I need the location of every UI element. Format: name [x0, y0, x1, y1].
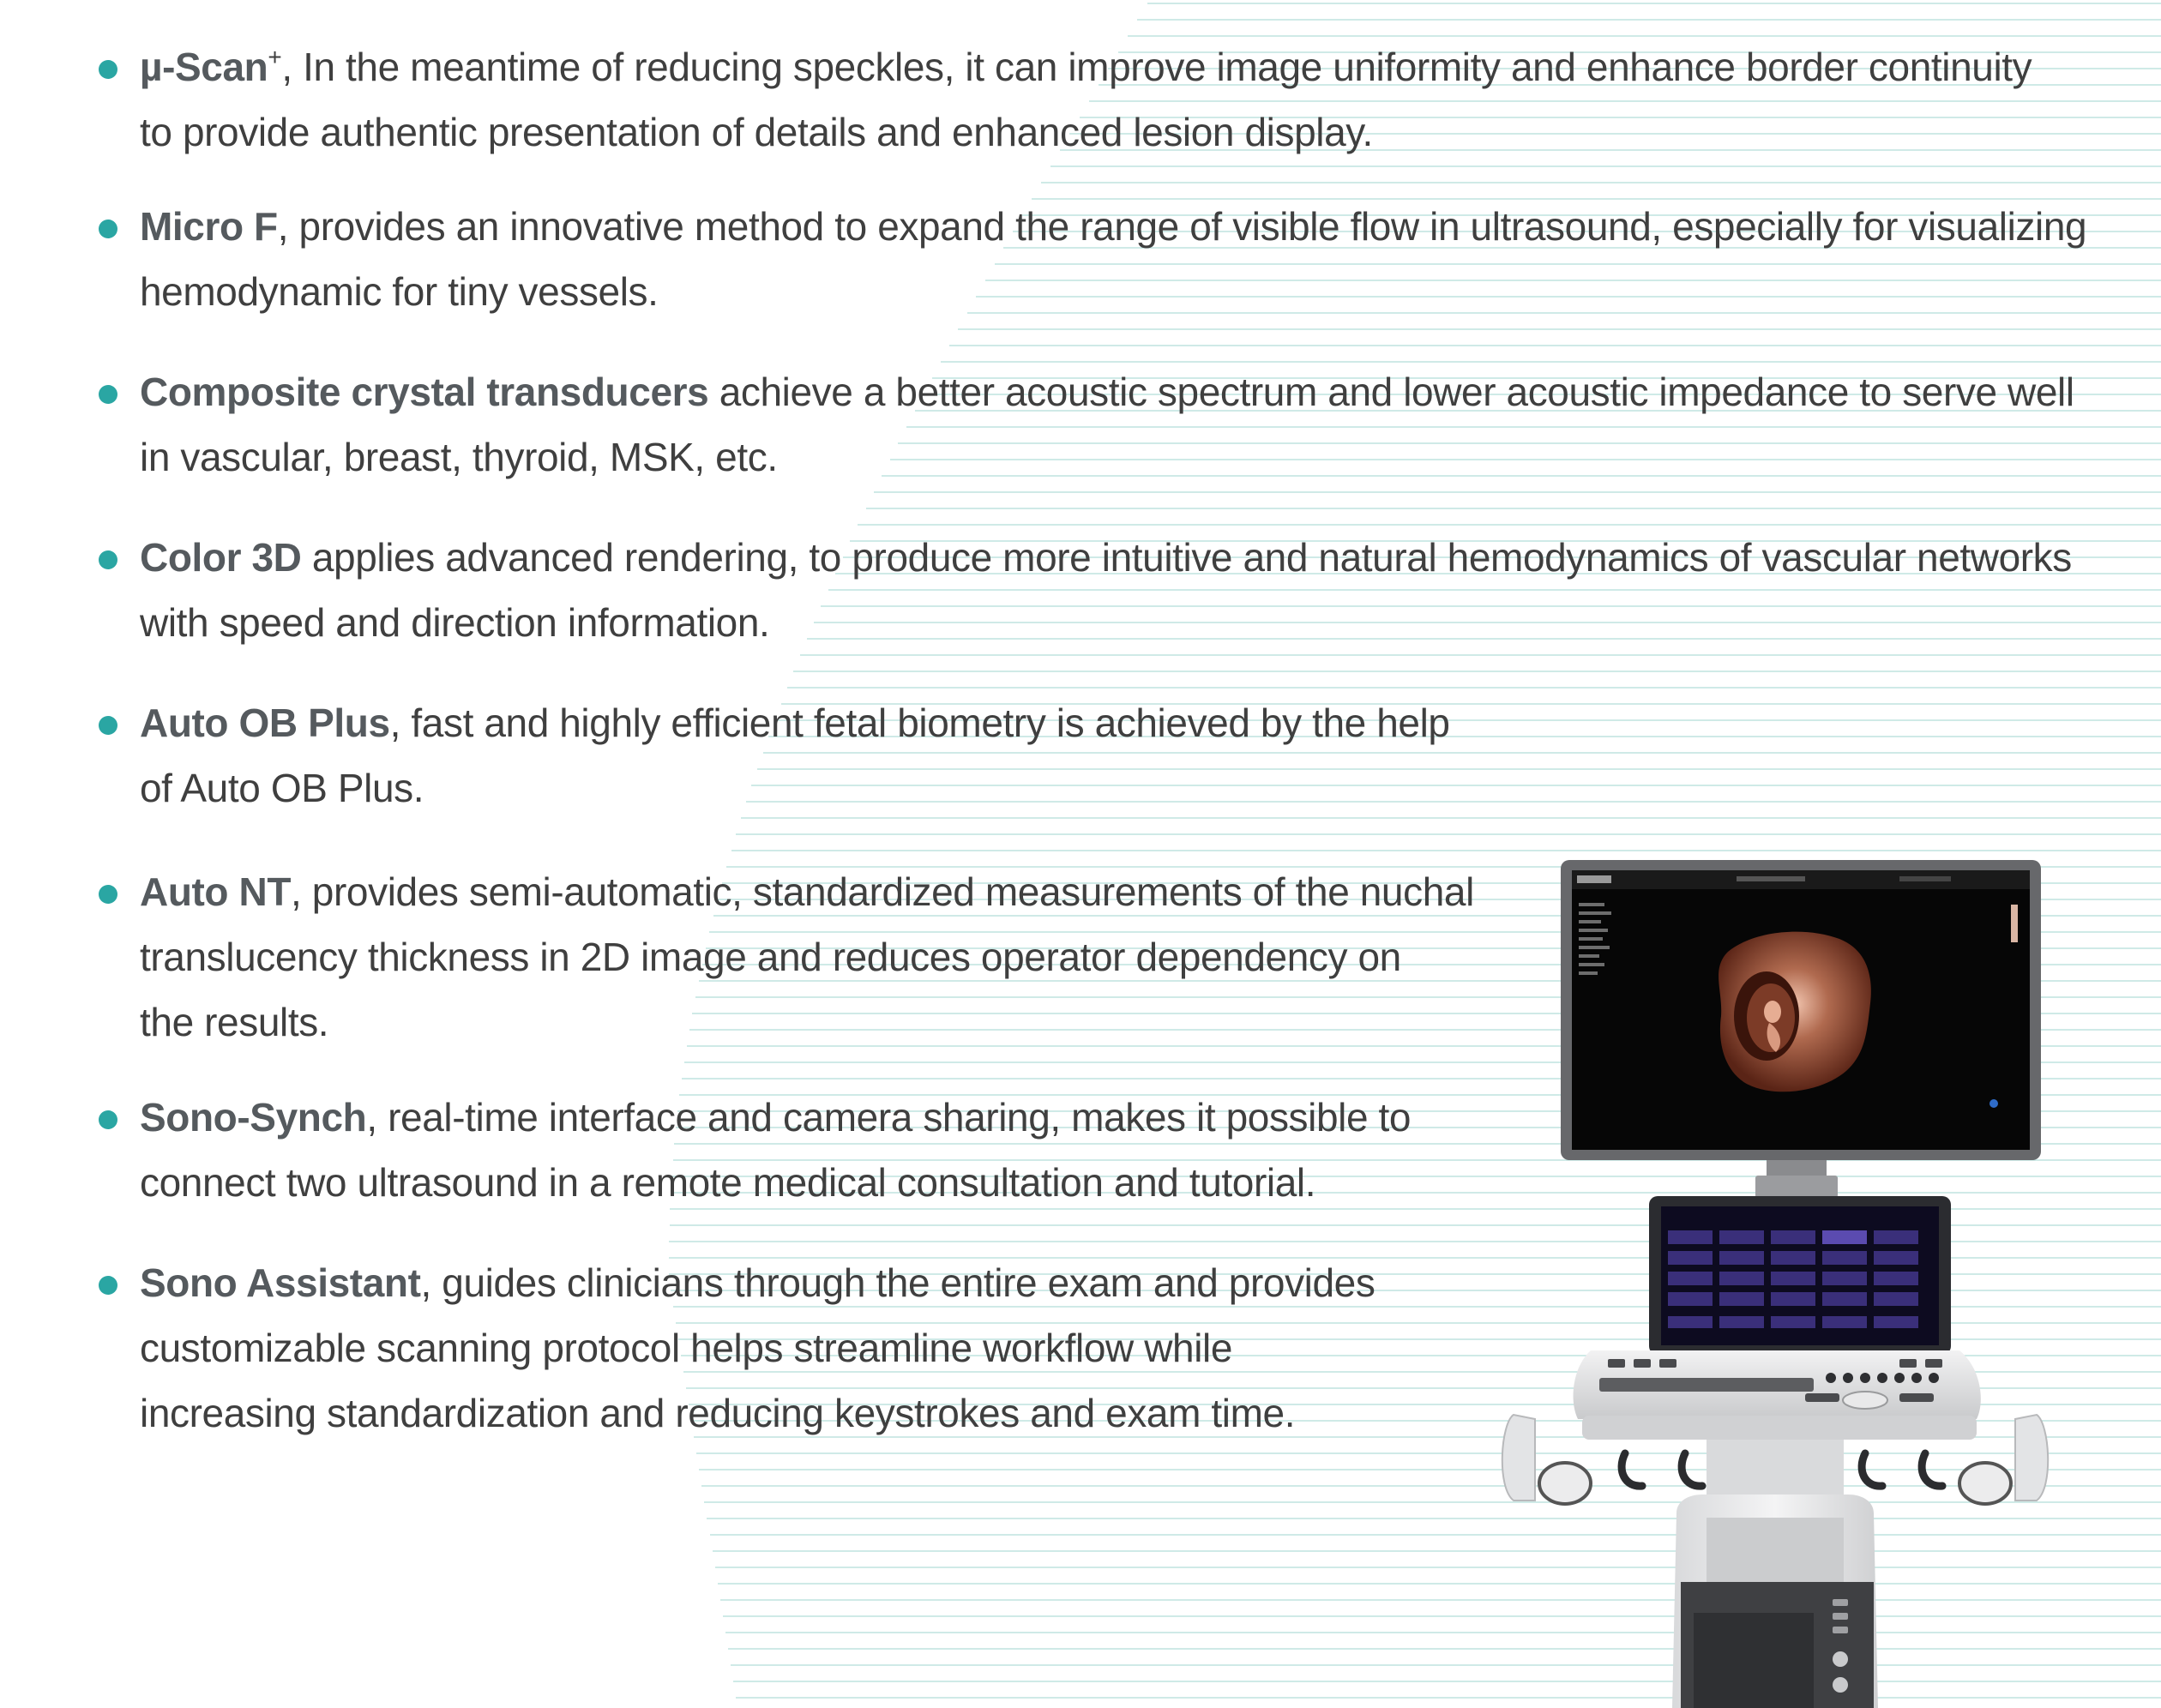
- feature-desc-line: applies advanced rendering, to produce more intuitive and natural hemodynamics of vascular networks: [301, 535, 2072, 580]
- bullet-icon: [99, 385, 117, 404]
- bullet-icon: [99, 550, 117, 569]
- feature-desc-line: , provides an innovative method to expand the range of visible flow in ultrasound, especially for visualizing: [277, 204, 2087, 249]
- feature-term: Auto NT: [140, 869, 292, 914]
- feature-text: [140, 525, 2072, 655]
- bullet-icon: [99, 60, 117, 79]
- feature-text: [140, 690, 1450, 821]
- bullet-icon: [99, 885, 117, 904]
- feature-desc-line: the results.: [140, 1000, 329, 1044]
- feature-desc-line: hemodynamic for tiny vessels.: [140, 269, 659, 314]
- feature-desc-line: in vascular, breast, thyroid, MSK, etc.: [140, 435, 778, 479]
- bullet-icon: [99, 220, 117, 238]
- feature-term: µ-Scan: [140, 45, 268, 89]
- feature-desc-line: , In the meantime of reducing speckles, it can improve image uniformity and enhance border continuity: [281, 45, 2032, 89]
- feature-text: [140, 1250, 1375, 1446]
- feature-term: Auto OB Plus: [140, 701, 390, 745]
- feature-desc-line: customizable scanning protocol helps streamline workflow while: [140, 1326, 1233, 1370]
- bullet-icon: [99, 1110, 117, 1129]
- feature-desc-line: connect two ultrasound in a remote medical consultation and tutorial.: [140, 1160, 1316, 1205]
- feature-desc-line: translucency thickness in 2D image and reduces operator dependency on: [140, 935, 1401, 979]
- feature-desc-line: , guides clinicians through the entire exam and provides: [420, 1260, 1375, 1305]
- feature-text: [140, 359, 2074, 490]
- feature-desc-line: , provides semi-automatic, standardized measurements of the nuchal: [291, 869, 1474, 914]
- feature-desc-line: achieve a better acoustic spectrum and lower acoustic impedance to serve well: [708, 370, 2074, 414]
- feature-desc-line: of Auto OB Plus.: [140, 766, 424, 810]
- bullet-icon: [99, 716, 117, 735]
- feature-desc-line: , fast and highly efficient fetal biometry is achieved by the help: [389, 701, 1450, 745]
- feature-text: [140, 34, 2032, 165]
- feature-desc-line: , real-time interface and camera sharing, makes it possible to: [366, 1095, 1412, 1140]
- feature-text: [140, 194, 2086, 324]
- feature-text: [140, 1085, 1411, 1215]
- feature-term: Micro F: [140, 204, 278, 249]
- feature-desc-line: to provide authentic presentation of details and enhanced lesion display.: [140, 110, 1373, 154]
- feature-term: Sono-Synch: [140, 1095, 367, 1140]
- feature-term: Composite crystal transducers: [140, 370, 709, 414]
- bullet-icon: [99, 1276, 117, 1295]
- feature-text: [140, 859, 1474, 1055]
- feature-desc-line: with speed and direction information.: [140, 600, 770, 645]
- feature-term: Sono Assistant: [140, 1260, 421, 1305]
- feature-term-sup: +: [268, 44, 282, 70]
- feature-desc-line: increasing standardization and reducing keystrokes and exam time.: [140, 1391, 1296, 1435]
- feature-term: Color 3D: [140, 535, 302, 580]
